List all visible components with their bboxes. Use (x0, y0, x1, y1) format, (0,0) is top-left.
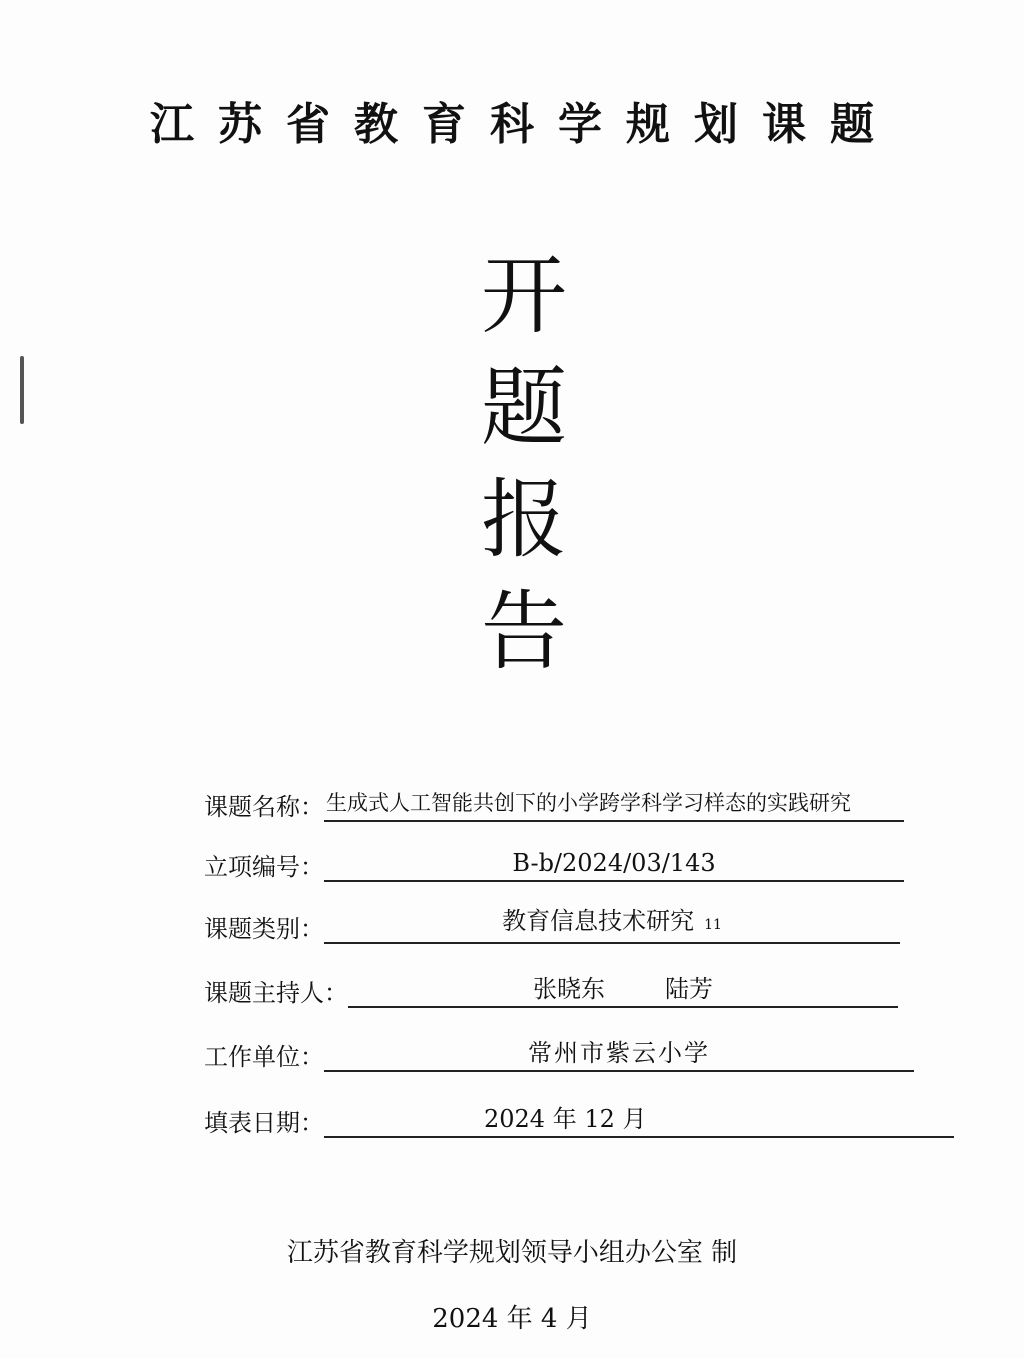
footer-date: 2024 年 4 月 (432, 1304, 592, 1334)
field-project-number (204, 842, 904, 882)
field-label: 课题名称： (204, 793, 324, 821)
host-name-2: 陆芳 (665, 975, 713, 1003)
title-char: 报 (481, 470, 567, 570)
field-value: 2024 年 12 月 (484, 1105, 647, 1133)
field-value (324, 906, 900, 940)
host-name-1: 张晓东 (533, 975, 605, 1003)
title-char: 开 (481, 246, 567, 346)
field-project-host (204, 968, 898, 1008)
field-label: 立项编号： (204, 853, 324, 881)
field-project-name (204, 782, 904, 822)
field-project-category (204, 904, 900, 944)
category-code: 11 (704, 917, 722, 933)
field-value: 生成式人工智能共创下的小学跨学科学习样态的实践研究 (326, 791, 851, 815)
field-value (348, 974, 898, 1004)
field-value: 常州市紫云小学 (528, 1039, 710, 1067)
field-line (324, 907, 900, 944)
field-line (348, 974, 898, 1008)
field-line (324, 1104, 954, 1138)
field-label: 填表日期： (204, 1109, 324, 1137)
field-line (324, 1038, 914, 1072)
field-label: 课题主持人： (204, 979, 348, 1007)
document-header: 江苏省教育科学规划课题 (150, 99, 898, 150)
category-text: 教育信息技术研究 (502, 907, 695, 935)
footer-organization: 江苏省教育科学规划领导小组办公室 制 (286, 1238, 738, 1268)
title-char: 题 (481, 358, 567, 458)
title-char: 告 (481, 582, 567, 682)
field-value: B-b/2024/03/143 (512, 849, 716, 877)
field-line (324, 788, 904, 822)
field-work-unit (204, 1032, 914, 1072)
field-label: 课题类别： (204, 915, 324, 943)
field-fill-date (204, 1098, 954, 1138)
field-line (324, 848, 904, 882)
field-label: 工作单位： (204, 1043, 324, 1071)
